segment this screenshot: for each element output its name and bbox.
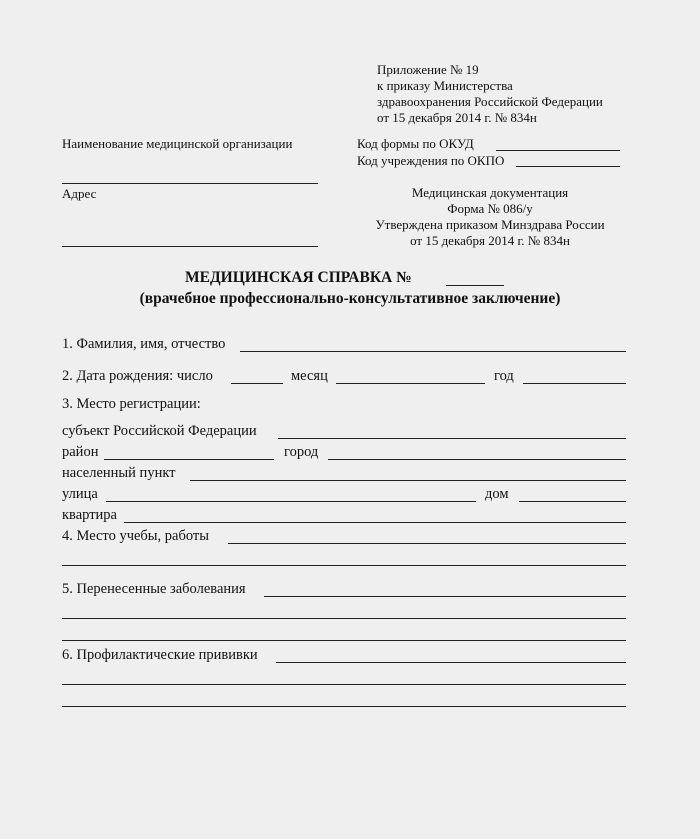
district-line[interactable]: [104, 459, 274, 460]
doc-info-line-2: Форма № 086/у: [447, 201, 533, 216]
certificate-number-line[interactable]: [446, 285, 504, 286]
subject-label: субъект Российской Федерации: [62, 423, 257, 439]
street-line[interactable]: [106, 501, 476, 502]
address-line[interactable]: [62, 246, 318, 247]
diseases-line-1[interactable]: [264, 596, 626, 597]
okpo-label: Код учреждения по ОКПО: [357, 153, 505, 168]
diseases-label: 5. Перенесенные заболевания: [62, 581, 246, 597]
vaccinations-line-1[interactable]: [276, 662, 626, 663]
diseases-line-3[interactable]: [62, 640, 626, 641]
doc-info-line-4: от 15 декабря 2014 г. № 834н: [410, 233, 570, 248]
street-label: улица: [62, 486, 98, 502]
okpo-line[interactable]: [516, 166, 620, 167]
settlement-line[interactable]: [190, 480, 626, 481]
page-title: МЕДИЦИНСКАЯ СПРАВКА №: [185, 269, 412, 286]
birth-month-label: месяц: [291, 368, 328, 384]
vaccinations-label: 6. Профилактические прививки: [62, 647, 258, 663]
diseases-line-2[interactable]: [62, 618, 626, 619]
birth-day-line[interactable]: [231, 383, 283, 384]
house-line[interactable]: [519, 501, 626, 502]
birth-month-line[interactable]: [336, 383, 485, 384]
doc-info-line-3: Утверждена приказом Минздрава России: [375, 217, 605, 232]
birth-year-line[interactable]: [523, 383, 626, 384]
vaccinations-line-3[interactable]: [62, 706, 626, 707]
appendix-line-1: Приложение № 19: [377, 62, 479, 77]
study-work-label: 4. Место учебы, работы: [62, 528, 210, 544]
registration-label: 3. Место регистрации:: [62, 396, 201, 412]
subject-line[interactable]: [278, 438, 626, 439]
org-name-line[interactable]: [62, 183, 318, 184]
address-label: Адрес: [62, 186, 97, 201]
settlement-label: населенный пункт: [62, 465, 176, 481]
page-subtitle: (врачебное профессионально-консультативное заключение): [139, 290, 561, 307]
birth-year-label: год: [494, 368, 514, 384]
appendix-line-3: здравоохранения Российской Федерации: [377, 94, 603, 109]
full-name-label: 1. Фамилия, имя, отчество: [62, 336, 226, 352]
birth-date-label: 2. Дата рождения: число: [62, 368, 213, 384]
study-work-line-2[interactable]: [62, 565, 626, 566]
doc-info-line-1: Медицинская документация: [411, 185, 569, 200]
house-label: дом: [485, 486, 509, 502]
full-name-line[interactable]: [240, 351, 626, 352]
org-name-label: Наименование медицинской организации: [62, 136, 293, 151]
okud-label: Код формы по ОКУД: [357, 136, 474, 151]
apartment-line[interactable]: [124, 522, 626, 523]
appendix-line-2: к приказу Министерства: [377, 78, 513, 93]
study-work-line-1[interactable]: [228, 543, 626, 544]
district-label: район: [62, 444, 99, 460]
city-label: город: [284, 444, 319, 460]
okud-line[interactable]: [496, 150, 620, 151]
city-line[interactable]: [328, 459, 626, 460]
apartment-label: квартира: [62, 507, 117, 523]
appendix-line-4: от 15 декабря 2014 г. № 834н: [377, 110, 537, 125]
vaccinations-line-2[interactable]: [62, 684, 626, 685]
